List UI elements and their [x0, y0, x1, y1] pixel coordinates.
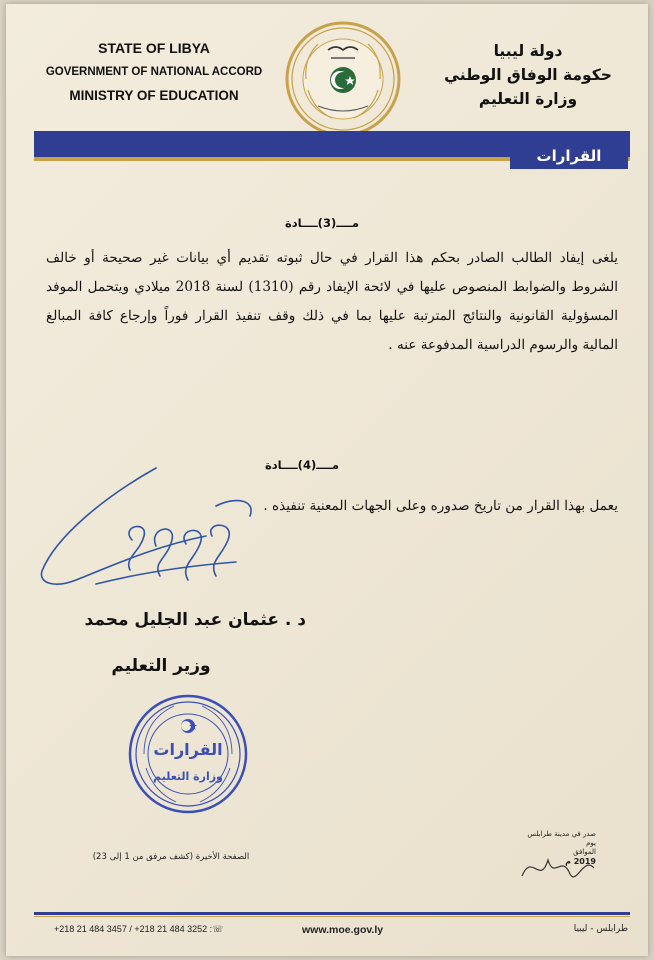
state-emblem-logo	[284, 20, 402, 138]
article-3-heading: مــــ(3)ــــادة	[284, 216, 360, 230]
ministry-name-en: MINISTRY OF EDUCATION	[69, 88, 239, 103]
signatory-name: د . عثمان عبد الجليل محمد	[84, 610, 306, 630]
ministry-seal	[126, 692, 250, 816]
issue-city: صدر في مدينة طرابلس	[527, 830, 596, 838]
footer-phone: +218 21 484 3457 / +218 21 484 3252 :☏	[54, 924, 224, 934]
footer-rule	[34, 912, 630, 915]
article-4-text: يعمل بهذا القرار من تاريخ صدوره وعلى الجهات المعنية تنفيذه .	[263, 498, 618, 514]
government-name-en: GOVERNMENT OF NATIONAL ACCORD	[45, 66, 263, 78]
seal-sub-label: وزارة التعليم	[153, 770, 223, 783]
english-letterhead	[34, 40, 274, 103]
state-name-ar: دولة ليبيا	[493, 42, 563, 60]
article-3-text: يلغى إيفاد الطالب الصادر بحكم هذا القرار في حال ثبوته تقديم أي بيانات غير صحيحة أو خالف الشروط والضوابط المنصوص عليها في لائحة الإيفاد رقم (1310) لسنة 2018 ميلادي ويتحمل الموفد المسؤولية القانونية والنتائج المترتبة عليها بما في ذلك وقف تنفيذ القرار فوراً وإرجاع كافة المبالغ المالية والرسوم الدراسية المدفوعة عنه .	[46, 250, 619, 353]
handwritten-signature	[36, 466, 266, 606]
issue-day: يوم	[586, 839, 596, 847]
article-4-heading: مــــ(4)ــــادة	[264, 458, 340, 472]
issue-date: الموافق	[573, 848, 596, 856]
initials-signature	[518, 846, 598, 890]
ministry-name-ar: وزارة التعليم	[478, 90, 578, 108]
footer-gold-rule	[34, 916, 630, 917]
arabic-letterhead	[428, 42, 628, 114]
document-page	[6, 4, 648, 956]
signatory-title: وزير التعليم	[111, 656, 211, 676]
state-name-en: STATE OF LIBYA	[98, 40, 210, 56]
government-name-ar: حكومة الوفاق الوطني	[444, 66, 612, 84]
decisions-section-label: القرارات	[510, 143, 628, 169]
attachment-note: الصفحة الأخيرة (كشف مرفق من 1 إلى 23)	[92, 852, 250, 862]
issue-year: 2019 م	[565, 857, 596, 866]
footer-website[interactable]: www.moe.gov.ly	[302, 924, 384, 936]
footer-city: طرابلس - ليبيا	[573, 924, 628, 934]
seal-label: القرارات	[153, 740, 223, 759]
